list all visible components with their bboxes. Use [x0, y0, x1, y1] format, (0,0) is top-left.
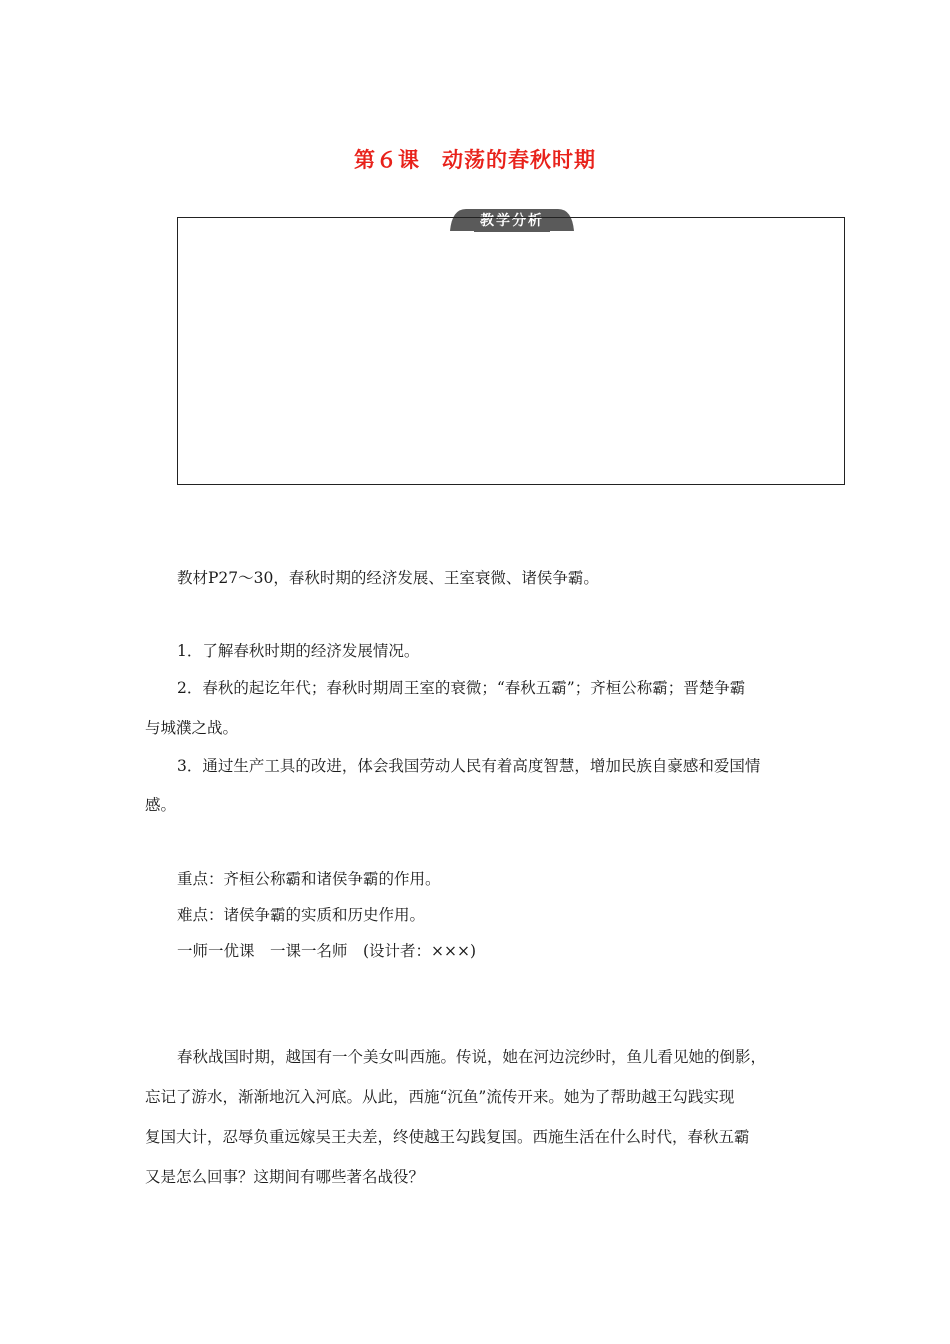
material-line: 教材P27～30，春秋时期的经济发展、王室衰微、诸侯争霸。: [177, 569, 599, 587]
goal-2-line-1: 2．春秋的起讫年代；春秋时期周王室的衰微；“春秋五霸”；齐桓公称霸；晋楚争霸: [177, 679, 746, 697]
section-tab-label: 教学分析: [474, 210, 550, 232]
intro-line-1: 春秋战国时期，越国有一个美女叫西施。传说，她在河边浣纱时，鱼儿看见她的倒影，: [177, 1048, 767, 1066]
lesson-title: 第６课 动荡的春秋时期: [354, 148, 596, 172]
goal-3-line-2: 感。: [145, 796, 177, 814]
intro-line-2: 忘记了游水，渐渐地沉入河底。从此，西施“沉鱼”流传开来。她为了帮助越王勾践实现: [145, 1088, 735, 1106]
goal-3-line-1: 3．通过生产工具的改进，体会我国劳动人民有着高度智慧，增加民族自豪感和爱国情: [177, 757, 761, 775]
key-point: 重点：齐桓公称霸和诸侯争霸的作用。: [177, 870, 441, 888]
designer-credit: 一师一优课 一课一名师 (设计者：×××): [177, 942, 477, 960]
intro-line-4: 又是怎么回事？这期间有哪些著名战役？: [145, 1168, 425, 1186]
goal-1: 1．了解春秋时期的经济发展情况。: [177, 642, 420, 660]
intro-line-3: 复国大计，忍辱负重远嫁吴王夫差，终使越王勾践复国。西施生活在什么时代，春秋五霸: [145, 1128, 750, 1146]
teaching-analysis-box: [177, 217, 845, 485]
goal-2-line-2: 与城濮之战。: [145, 719, 239, 737]
difficulty-point: 难点：诸侯争霸的实质和历史作用。: [177, 906, 426, 924]
